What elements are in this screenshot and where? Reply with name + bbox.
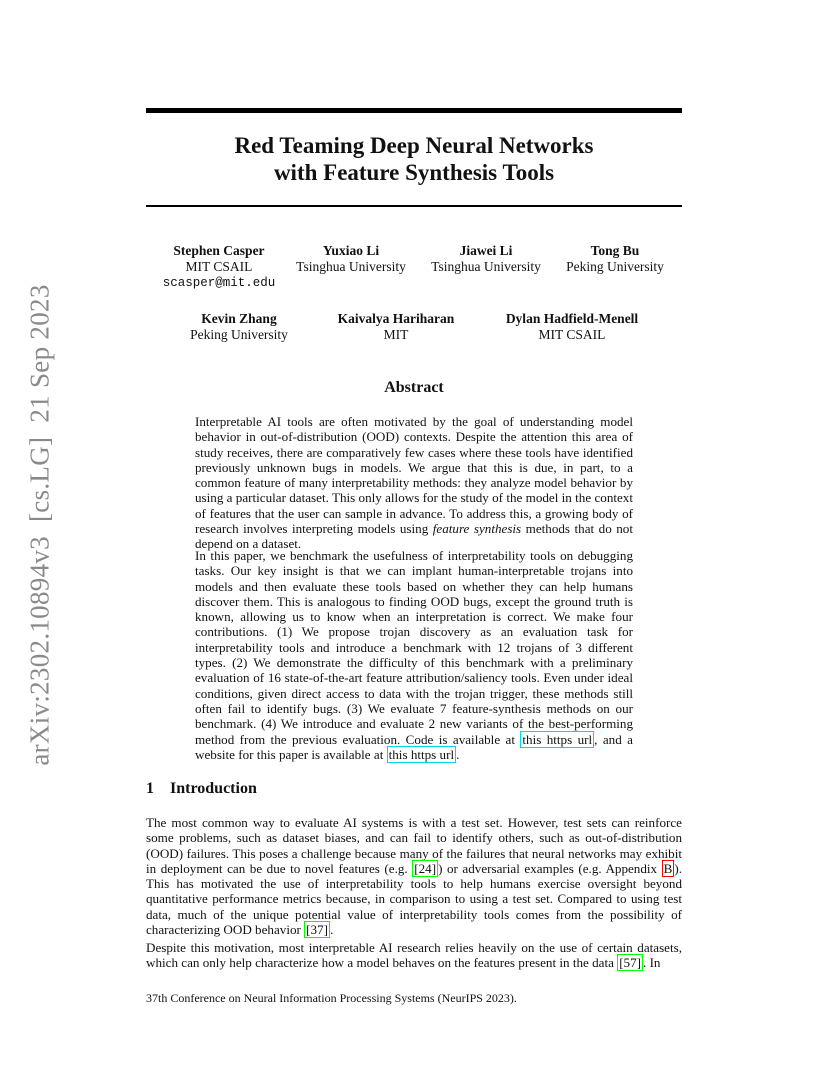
abstract-text: , and a website for this paper is available at	[195, 731, 633, 762]
body-text: The most common way to evaluate AI systems is with a test set. However, test sets can reinforce some problems, such as dataset biases, and can fail to identify others, such as out-of-distribution (OOD) failures. This poses a challenge because many of the failures that neural networks may exhibit in deployment can be due to novel features (e.g.	[146, 815, 682, 876]
title-line-1: Red Teaming Deep Neural Networks	[234, 133, 594, 158]
arxiv-date: 21 Sep 2023	[24, 284, 55, 423]
body-text: ) or adversarial examples (e.g. Appendix	[438, 860, 662, 876]
abstract-paragraph-2	[195, 548, 633, 762]
author-block	[487, 311, 657, 343]
paper-title	[146, 132, 682, 186]
author-affiliation: Peking University	[566, 259, 664, 274]
section-heading	[146, 780, 257, 798]
author-affiliation: Tsinghua University	[296, 259, 406, 274]
website-link[interactable]: this https url	[388, 746, 455, 762]
author-affiliation: MIT CSAIL	[538, 327, 606, 342]
arxiv-stamp[interactable]	[25, 284, 56, 765]
author-block	[311, 311, 481, 343]
abstract-emphasis: feature synthesis	[432, 521, 522, 537]
body-text: ). This has motivated the use of interpretability tools to help humans exercise oversight beyond quantitative performance metrics because, in comparison to using a test set. Compared to using test data, much of the unique potential value of interpretability tools comes from the possibility of characterizing OOD behavior	[146, 860, 682, 938]
intro-paragraph-2	[146, 940, 682, 971]
author-affiliation: MIT CSAIL	[185, 259, 253, 274]
body-text: .	[329, 922, 334, 938]
author-name: Kevin Zhang	[201, 311, 277, 326]
arxiv-id[interactable]: arXiv:2302.10894v3	[24, 536, 55, 766]
title-top-rule	[146, 108, 682, 113]
author-block	[154, 311, 324, 343]
author-name: Stephen Casper	[173, 243, 265, 258]
conference-footnote: 37th Conference on Neural Information Processing Systems (NeurIPS 2023).	[146, 991, 517, 1005]
section-number: 1	[146, 780, 154, 797]
author-affiliation: Tsinghua University	[431, 259, 541, 274]
author-block	[530, 243, 700, 275]
citation-link[interactable]: [57]	[619, 955, 642, 971]
abstract-text: .	[456, 746, 460, 762]
title-bottom-rule	[146, 205, 682, 207]
abstract-text: methods that do not depend on a dataset.	[195, 521, 633, 552]
author-name: Kaivalya Hariharan	[337, 311, 455, 326]
body-text: Despite this motivation, most interpretable AI research relies heavily on the use of certain datasets, which can only help characterize how a model behaves on the features present in the data	[146, 940, 682, 971]
abstract-text: In this paper, we benchmark the usefulness of interpretability tools on debugging tasks. Our key insight is that we can implant human-interpretable trojans into models and then evaluate these tools based on whether they can help humans discover them. This is analogous to finding OOD bugs, except the ground truth is known, allowing us to know when an interpretation is correct. We make four contributions. (1) We propose trojan discovery as an evaluation task for interpretability tools and introduce a benchmark with 12 trojans of 3 different types. (2) We demonstrate the difficulty of this benchmark with a preliminary evaluation of 16 state-of-the-art feature attribution/saliency tools. Even under ideal conditions, given direct access to data with the trojan trigger, these methods still often fail to identify bugs. (3) We evaluate 7 feature-synthesis methods on our benchmark. (4) We introduce and evaluate 2 new variants of the best-performing method from the previous evaluation. Code is available at	[195, 548, 633, 747]
author-affiliation: MIT	[383, 327, 409, 342]
author-name: Jiawei Li	[459, 243, 513, 258]
body-text: . In	[643, 955, 661, 971]
title-line-2: with Feature Synthesis Tools	[273, 160, 555, 185]
author-name: Dylan Hadfield-Menell	[505, 311, 639, 326]
abstract-heading: Abstract	[384, 379, 444, 396]
section-title: Introduction	[170, 780, 257, 797]
author-name: Tong Bu	[590, 243, 640, 258]
citation-link[interactable]: [37]	[306, 922, 328, 938]
author-name: Yuxiao Li	[322, 243, 380, 258]
author-email[interactable]: scasper@mit.edu	[162, 276, 276, 290]
arxiv-category: [cs.LG]	[24, 436, 55, 522]
citation-link[interactable]: [24]	[414, 860, 437, 876]
code-link[interactable]: this https url	[522, 731, 593, 747]
intro-paragraph-1	[146, 815, 682, 937]
abstract-text: Interpretable AI tools are often motivated by the goal of understanding model behavior in out-of-distribution (OOD) contexts. Despite the attention this area of study receives, there are comparatively few cases where these tools have identified previously unknown bugs in models. We argue that this is due, in part, to a common feature of many interpretability methods: they analyze model behavior by using a particular dataset. This only allows for the study of the model in the context of features that the user can sample in advance. To address this, a growing body of research involves interpreting models using	[195, 414, 633, 537]
appendix-link[interactable]: B	[663, 860, 673, 876]
author-affiliation: Peking University	[190, 327, 288, 342]
abstract-paragraph-1	[195, 414, 633, 552]
